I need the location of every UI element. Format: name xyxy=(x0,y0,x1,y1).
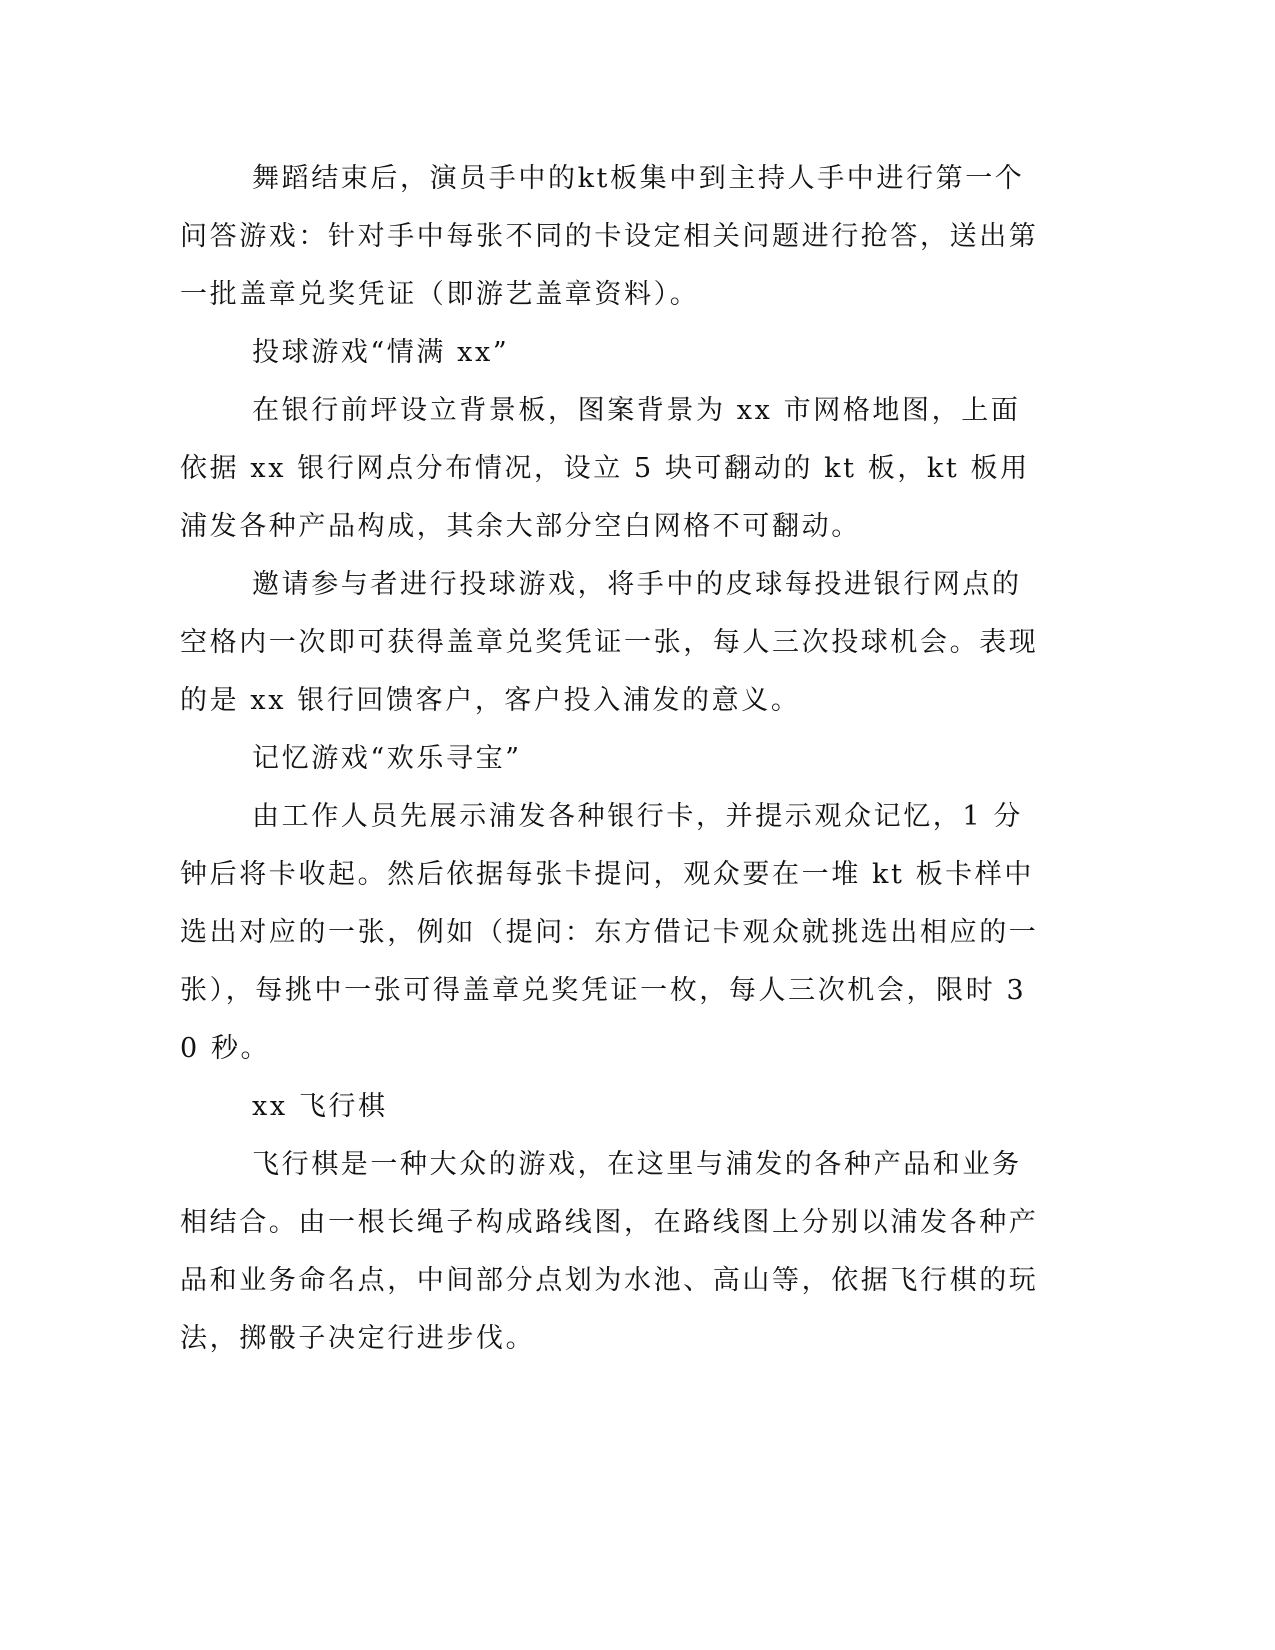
paragraph-ball-game-setup: 在银行前坪设立背景板，图案背景为 xx 市网格地图，上面依据 xx 银行网点分布情况，设立 5 块可翻动的 kt 板，kt 板用浦发各种产品构成，其余大部分空白网格不可翻动。 xyxy=(180,395,1030,542)
paragraph-ball-game-rules: 邀请参与者进行投球游戏，将手中的皮球每投进银行网点的空格内一次即可获得盖章兑奖凭证一张，每人三次投球机会。表现的是 xx 银行回馈客户，客户投入浦发的意义。 xyxy=(180,569,1039,716)
heading-ball-game: 投球游戏“情满 xx” xyxy=(252,337,510,368)
document-body xyxy=(180,150,1040,1368)
heading-flight-chess: xx 飞行棋 xyxy=(252,1091,388,1122)
paragraph-flight-chess: 飞行棋是一种大众的游戏，在这里与浦发的各种产品和业务相结合。由一根长绳子构成路线图，在路线图上分别以浦发各种产品和业务命名点，中间部分点划为水池、高山等，依据飞行棋的玩法，掷骰子决定行进步伐。 xyxy=(180,1149,1039,1354)
heading-memory-game: 记忆游戏“欢乐寻宝” xyxy=(252,743,522,774)
paragraph-dance-quiz: 舞蹈结束后，演员手中的kt板集中到主持人手中进行第一个问答游戏：针对手中每张不同的卡设定相关问题进行抢答，送出第一批盖章兑奖凭证（即游艺盖章资料）。 xyxy=(180,163,1039,310)
paragraph-memory-game: 由工作人员先展示浦发各种银行卡，并提示观众记忆，1 分钟后将卡收起。然后依据每张卡提问，观众要在一堆 kt 板卡样中选出对应的一张，例如（提问：东方借记卡观众就挑选出相应的一张），每挑中一张可得盖章兑奖凭证一枚，每人三次机会，限时 30 秒。 xyxy=(180,801,1039,1064)
